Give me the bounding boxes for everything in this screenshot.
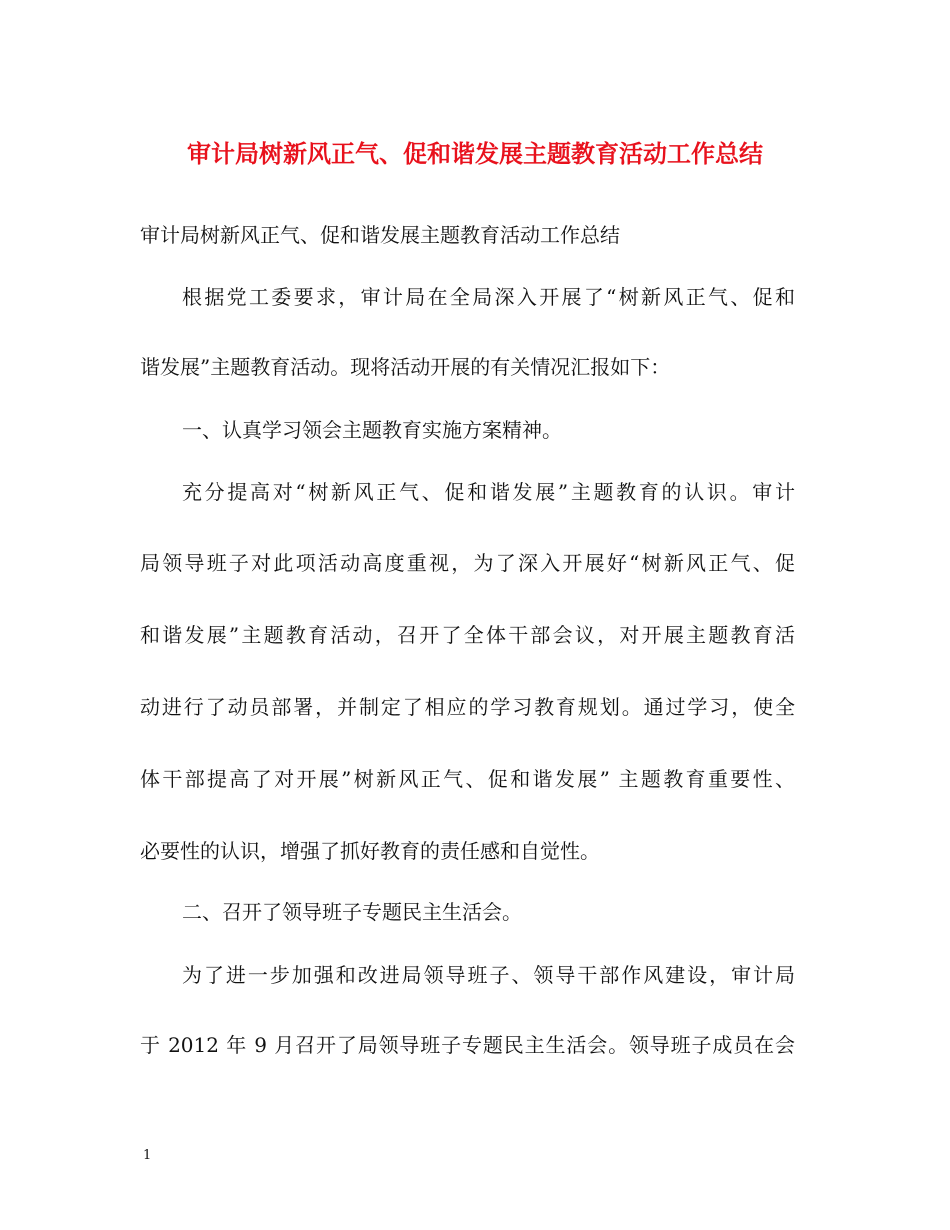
body-line-4: 充分提高对“树新风正气、促和谐发展”主题教育的认识。审计 bbox=[182, 480, 795, 504]
body-line-1: 根据党工委要求，审计局在全局深入开展了“树新风正气、促和 bbox=[182, 285, 795, 309]
body-line-6: 和谐发展”主题教育活动，召开了全体干部会议，对开展主题教育活 bbox=[140, 623, 795, 647]
body-subtitle-line: 审计局树新风正气、促和谐发展主题教育活动工作总结 bbox=[140, 223, 620, 247]
body-line-8: 体干部提高了对开展”树新风正气、促和谐发展” 主题教育重要性、 bbox=[140, 767, 795, 791]
body-line-12: 于 2012 年 9 月召开了局领导班子专题民主生活会。领导班子成员在会 bbox=[140, 1033, 795, 1057]
body-line-2: 谐发展”主题教育活动。现将活动开展的有关情况汇报如下： bbox=[140, 355, 671, 379]
body-line-9: 必要性的认识，增强了抓好教育的责任感和自觉性。 bbox=[140, 839, 600, 863]
body-line-5: 局领导班子对此项活动高度重视，为了深入开展好“树新风正气、促 bbox=[140, 551, 795, 575]
body-line-11: 为了进一步加强和改进局领导班子、领导干部作风建设，审计局 bbox=[182, 963, 795, 987]
document-title: 审计局树新风正气、促和谐发展主题教育活动工作总结 bbox=[187, 139, 763, 168]
body-line-7: 动进行了动员部署，并制定了相应的学习教育规划。通过学习，使全 bbox=[140, 695, 795, 719]
section-heading-1: 一、认真学习领会主题教育实施方案精神。 bbox=[182, 418, 562, 442]
section-heading-2: 二、召开了领导班子专题民主生活会。 bbox=[182, 900, 522, 924]
page-number: 1 bbox=[143, 1148, 152, 1163]
